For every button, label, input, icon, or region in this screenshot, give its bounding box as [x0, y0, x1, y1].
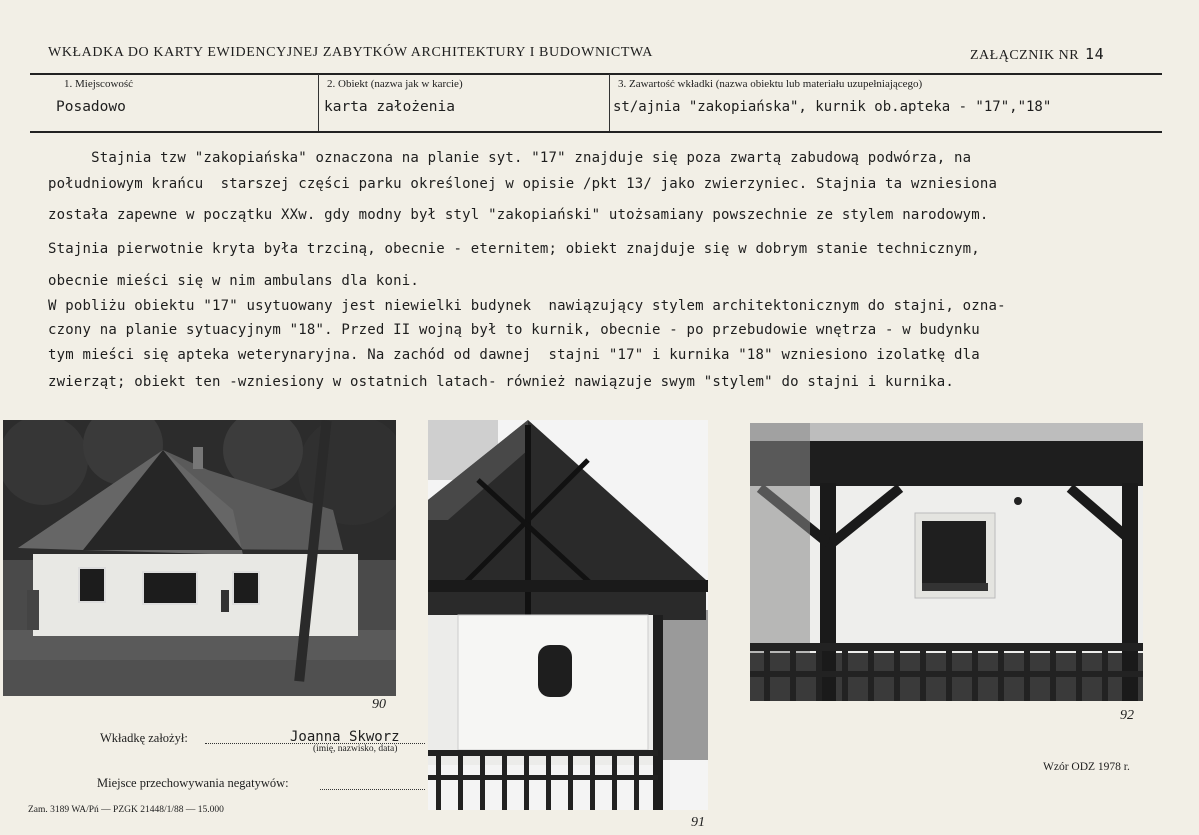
field-1-label: 1. Miejscowość: [64, 78, 134, 90]
body-line-2: południowym krańcu starszej części parku określonej w opisie /pkt 13/ jako zwierzyniec. Stajnia ta wzniesiona: [48, 176, 998, 192]
body-line-6: W pobliżu obiektu "17" usytuowany jest niewielki budynek nawiązujący stylem architektonicznym do stajni, ozna-: [48, 298, 1006, 314]
body-line-5: obecnie mieści się w nim ambulans dla koni.: [48, 273, 420, 289]
attachment-number-value: 14: [1085, 45, 1105, 63]
form-title: WKŁADKA DO KARTY EWIDENCYJNEJ ZABYTKÓW ARCHITEKTURY I BUDOWNICTWA: [48, 45, 653, 60]
founder-hint: (imię, nazwisko, data): [313, 744, 398, 754]
field-3-label: 3. Zawartość wkładki (nazwa obiektu lub materiału uzupełniającego): [618, 78, 923, 90]
photo-porch-detail-image: [750, 423, 1143, 701]
field-bottom-rule: [30, 131, 1162, 133]
body-line-9: zwierząt; obiekt ten -wzniesiony w ostatnich latach- również nawiązuje swym "stylem" do stajni i kurnika.: [48, 374, 955, 390]
print-info: Zam. 3189 WA/Pń — PZGK 21448/1/88 — 15.000: [28, 805, 224, 815]
photo-stable-exterior: [3, 420, 396, 696]
founder-name: Joanna Skworz: [290, 729, 400, 745]
founder-label: Wkładkę założył:: [100, 731, 188, 745]
photo-kurnik-gable-image: [428, 420, 708, 810]
photo-3-number: 92: [1120, 708, 1134, 723]
body-line-4: Stajnia pierwotnie kryta była trzciną, obecnie - eternitem; obiekt znajduje się w dobrym stanie technicznym,: [48, 241, 980, 257]
body-line-8: tym mieści się apteka weterynaryjna. Na zachód od dawnej stajni "17" i kurnika "18" wzniesiono izolatkę dla: [48, 347, 980, 363]
field-2-value: karta założenia: [324, 99, 455, 115]
attachment-number: [970, 45, 1104, 64]
field-2-label: 2. Obiekt (nazwa jak w karcie): [327, 78, 463, 90]
photo-stable-exterior-image: [3, 420, 396, 696]
body-line-1: Stajnia tzw "zakopiańska" oznaczona na planie syt. "17" znajduje się poza zwartą zabudową podwórza, na: [48, 150, 972, 166]
body-line-7: czony na planie sytuacyjnym "18". Przed II wojną był to kurnik, obecnie - po przebudowie wnętrza - w budynku: [48, 322, 980, 338]
field-divider-1: [318, 74, 319, 131]
photo-2-number: 91: [691, 815, 705, 830]
field-3-value: st/ajnia "zakopiańska", kurnik ob.apteka - "17","18": [613, 99, 1052, 115]
field-top-rule: [30, 73, 1162, 75]
body-line-3: została zapewne w początku XXw. gdy modny był styl "zakopiański" utożsamiany powszechnie ze stylem narodowym.: [48, 207, 989, 223]
negatives-label: Miejsce przechowywania negatywów:: [97, 776, 289, 790]
photo-1-number: 90: [372, 697, 386, 712]
negatives-dotted-line: [320, 789, 425, 790]
field-1-value: Posadowo: [56, 99, 126, 115]
attachment-label: ZAŁĄCZNIK NR: [970, 48, 1080, 63]
photo-porch-detail: [750, 423, 1143, 701]
photo-kurnik-gable: [428, 420, 708, 810]
template-label: Wzór ODZ 1978 r.: [1043, 761, 1130, 773]
field-divider-2: [609, 74, 610, 131]
